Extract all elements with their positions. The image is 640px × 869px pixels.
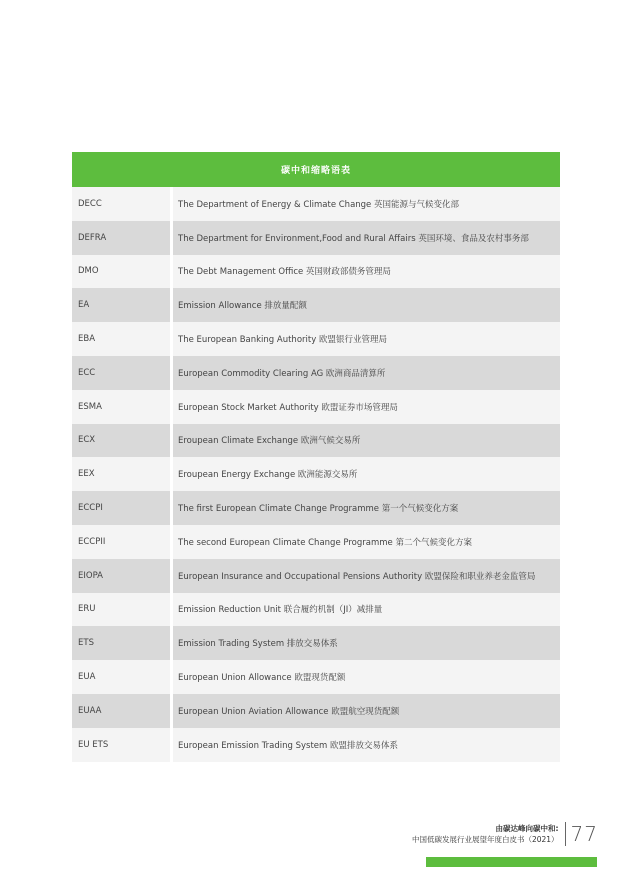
description-cell: Emission Trading System 排放交易体系 xyxy=(173,626,560,660)
description-cell: Eroupean Climate Exchange 欧洲气候交易所 xyxy=(173,424,560,458)
table-row xyxy=(72,424,560,458)
abbreviation-cell: DEFRA xyxy=(72,221,170,255)
table-row xyxy=(72,525,560,559)
description-cell: The second European Climate Change Programme 第二个气候变化方案 xyxy=(173,525,560,559)
table-row xyxy=(72,660,560,694)
abbreviation-cell: ESMA xyxy=(72,390,170,424)
abbreviation-cell: DMO xyxy=(72,255,170,289)
abbreviation-cell: ERU xyxy=(72,593,170,627)
abbreviation-cell: ECCPI xyxy=(72,491,170,525)
table-row xyxy=(72,356,560,390)
abbreviation-cell: EEX xyxy=(72,457,170,491)
description-cell: The Department for Environment,Food and Rural Affairs 英国环境、食品及农村事务部 xyxy=(173,221,560,255)
footer-accent-bar xyxy=(426,857,597,867)
description-cell: The first European Climate Change Programme 第一个气候变化方案 xyxy=(173,491,560,525)
abbreviation-cell: EUA xyxy=(72,660,170,694)
table-row xyxy=(72,626,560,660)
description-cell: The Debt Management Office 英国财政部债务管理局 xyxy=(173,255,560,289)
page-footer xyxy=(412,822,598,846)
abbreviation-cell: EA xyxy=(72,288,170,322)
abbreviation-cell: ECCPII xyxy=(72,525,170,559)
description-cell: European Union Aviation Allowance 欧盟航空现货配额 xyxy=(173,694,560,728)
footer-divider xyxy=(565,822,566,846)
description-cell: European Stock Market Authority 欧盟证券市场管理局 xyxy=(173,390,560,424)
description-cell: The Department of Energy & Climate Change 英国能源与气候变化部 xyxy=(173,187,560,221)
table-row xyxy=(72,728,560,762)
abbreviation-cell: ECX xyxy=(72,424,170,458)
table-row xyxy=(72,559,560,593)
table-row xyxy=(72,457,560,491)
table-row xyxy=(72,491,560,525)
description-cell: European Commodity Clearing AG 欧洲商品清算所 xyxy=(173,356,560,390)
description-cell: European Insurance and Occupational Pensions Authority 欧盟保险和职业养老金监管局 xyxy=(173,559,560,593)
abbreviation-cell: EUAA xyxy=(72,694,170,728)
page-number: 77 xyxy=(570,822,598,846)
abbreviation-table xyxy=(72,152,560,762)
description-cell: The European Banking Authority 欧盟银行业管理局 xyxy=(173,322,560,356)
footer-title-line1: 由碳达峰向碳中和: xyxy=(495,824,559,833)
footer-title xyxy=(412,823,559,845)
footer-title-line2: 中国低碳发展行业展望年度白皮书（2021） xyxy=(411,835,559,844)
description-cell: European Union Allowance 欧盟现货配额 xyxy=(173,660,560,694)
table-header: 碳中和缩略语表 xyxy=(72,152,560,187)
abbreviation-cell: EU ETS xyxy=(72,728,170,762)
abbreviation-cell: ECC xyxy=(72,356,170,390)
description-cell: Eroupean Energy Exchange 欧洲能源交易所 xyxy=(173,457,560,491)
abbreviation-cell: EIOPA xyxy=(72,559,170,593)
description-cell: Emission Reduction Unit 联合履约机制（JI）减排量 xyxy=(173,593,560,627)
description-cell: European Emission Trading System 欧盟排放交易体系 xyxy=(173,728,560,762)
table-row xyxy=(72,593,560,627)
table-row xyxy=(72,255,560,289)
table-row xyxy=(72,288,560,322)
table-row xyxy=(72,221,560,255)
description-cell: Emission Allowance 排放量配额 xyxy=(173,288,560,322)
abbreviation-cell: ETS xyxy=(72,626,170,660)
table-row xyxy=(72,322,560,356)
table-row xyxy=(72,187,560,221)
abbreviation-cell: EBA xyxy=(72,322,170,356)
table-row xyxy=(72,390,560,424)
abbreviation-cell: DECC xyxy=(72,187,170,221)
table-row xyxy=(72,694,560,728)
